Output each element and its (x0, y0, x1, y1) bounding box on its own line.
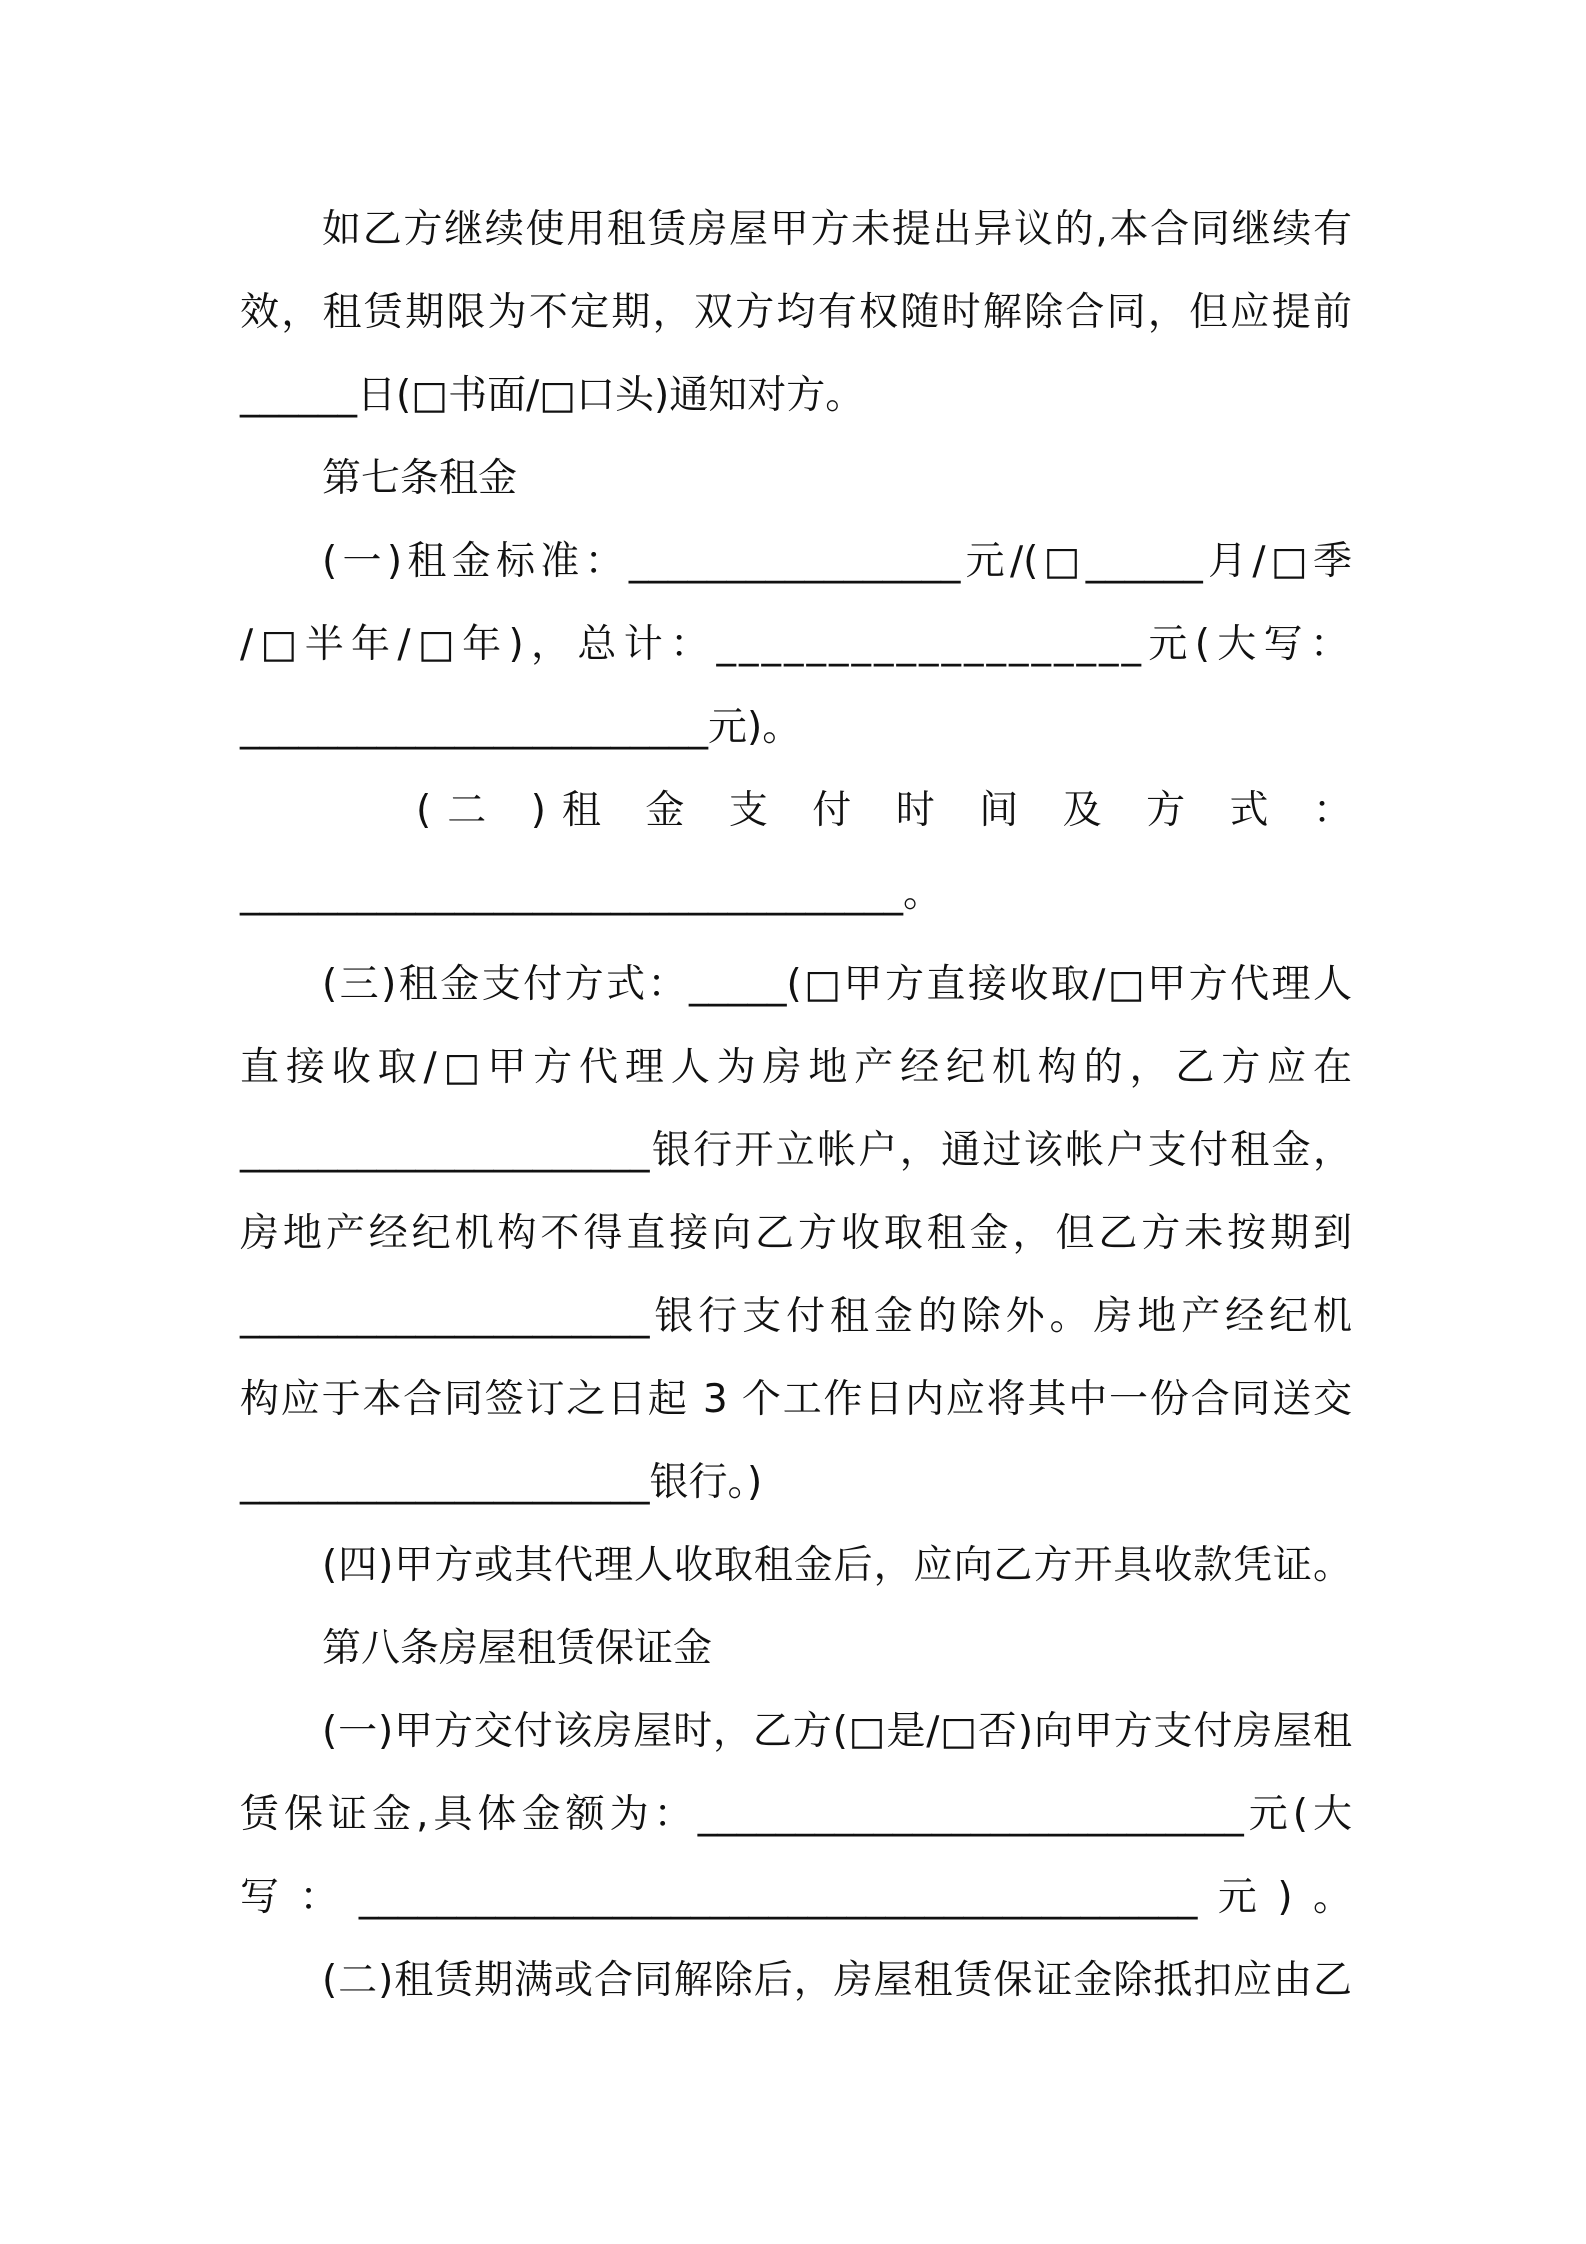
paragraph-line: (一)租金标准：_________________元/(□______月/□季 (322, 539, 1352, 584)
paragraph-line: 赁保证金,具体金额为：____________________________元(大 (240, 1792, 1352, 1837)
paragraph-line: (二)租赁期满或合同解除后，房屋租赁保证金除抵扣应由乙 (322, 1958, 1352, 2003)
paragraph-line: /□半年/□年)，总计：___________________元(大写： (240, 622, 1352, 667)
paragraph-line: ________________________元)。 (240, 705, 802, 750)
paragraph-line: _____________________银行支付租金的除外。房地产经纪机 (240, 1294, 1352, 1339)
paragraph-line: (二 )租 金 支 付 时 间 及 方 式 ： (416, 788, 1352, 833)
paragraph-line: 写：___________________________________________元)。 (240, 1875, 1352, 1920)
section-heading-article-8: 第八条房屋租赁保证金 (322, 1626, 713, 1671)
paragraph-line: _____________________银行。) (240, 1460, 763, 1505)
paragraph-line: _____________________银行开立帐户，通过该帐户支付租金， (240, 1128, 1352, 1173)
paragraph-line: (三)租金支付方式：_____(□甲方直接收取/□甲方代理人 (322, 962, 1352, 1007)
paragraph-line: (四)甲方或其代理人收取租金后，应向乙方开具收款凭证。 (322, 1543, 1352, 1588)
paragraph-line: 构应于本合同签订之日起 3 个工作日内应将其中一份合同送交 (240, 1377, 1352, 1422)
paragraph-line: 如乙方继续使用租赁房屋甲方未提出异议的,本合同继续有 (322, 207, 1352, 252)
paragraph-line: __________________________________。 (240, 871, 942, 916)
paragraph-line: 房地产经纪机构不得直接向乙方收取租金，但乙方未按期到 (240, 1211, 1352, 1256)
paragraph-line: ______日(□书面/□口头)通知对方。 (240, 373, 865, 418)
paragraph-line: 效，租赁期限为不定期，双方均有权随时解除合同，但应提前 (240, 290, 1352, 335)
section-heading-article-7: 第七条租金 (322, 456, 518, 501)
paragraph-line: (一)甲方交付该房屋时，乙方(□是/□否)向甲方支付房屋租 (322, 1709, 1352, 1754)
paragraph-line: 直接收取/□甲方代理人为房地产经纪机构的，乙方应在 (240, 1045, 1352, 1090)
